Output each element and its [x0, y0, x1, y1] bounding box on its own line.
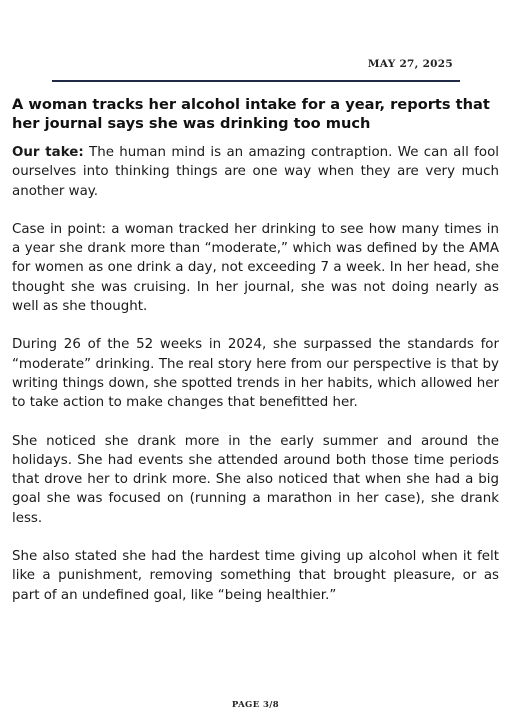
article-paragraph-4: She also stated she had the hardest time giving up alcohol when it felt like a punishment, removing something that brought pleasure, or as part of an undefined goal, like “being healthier.” [12, 549, 499, 603]
article-body [12, 95, 499, 605]
page-number: PAGE 3/8 [231, 700, 280, 710]
article-paragraph-1: Case in point: a woman tracked her drinking to see how many times in a year she drank more than “moderate,” which was defined by the AMA for women as one drink a day, not exceeding 7 a week. In her head, she thought she was cruising. In her journal, she was not doing nearly as well as she thought. [12, 221, 499, 315]
our-take-text: The human mind is an amazing contraption. We can all fool ourselves into thinking things are one way when they are very much another way. [12, 145, 499, 199]
header-divider [52, 80, 460, 82]
our-take-label: Our take: [12, 145, 84, 160]
article-headline: A woman tracks her alcohol intake for a year, reports that her journal says she was drinking too much [12, 96, 490, 132]
page-date: MAY 27, 2025 [367, 58, 453, 70]
article-paragraph-3: She noticed she drank more in the early summer and around the holidays. She had events she attended around both those time periods that drove her to drink more. She also noticed that when she had a big goal she was focused on (running a marathon in her case), she drank less. [12, 433, 499, 526]
our-take-paragraph [12, 143, 499, 201]
article-paragraph-2: During 26 of the 52 weeks in 2024, she surpassed the standards for “moderate” drinking. The real story here from our perspective is that by writing things down, she spotted trends in her habits, which allowed her to take action to make changes that benefitted her. [12, 337, 499, 411]
